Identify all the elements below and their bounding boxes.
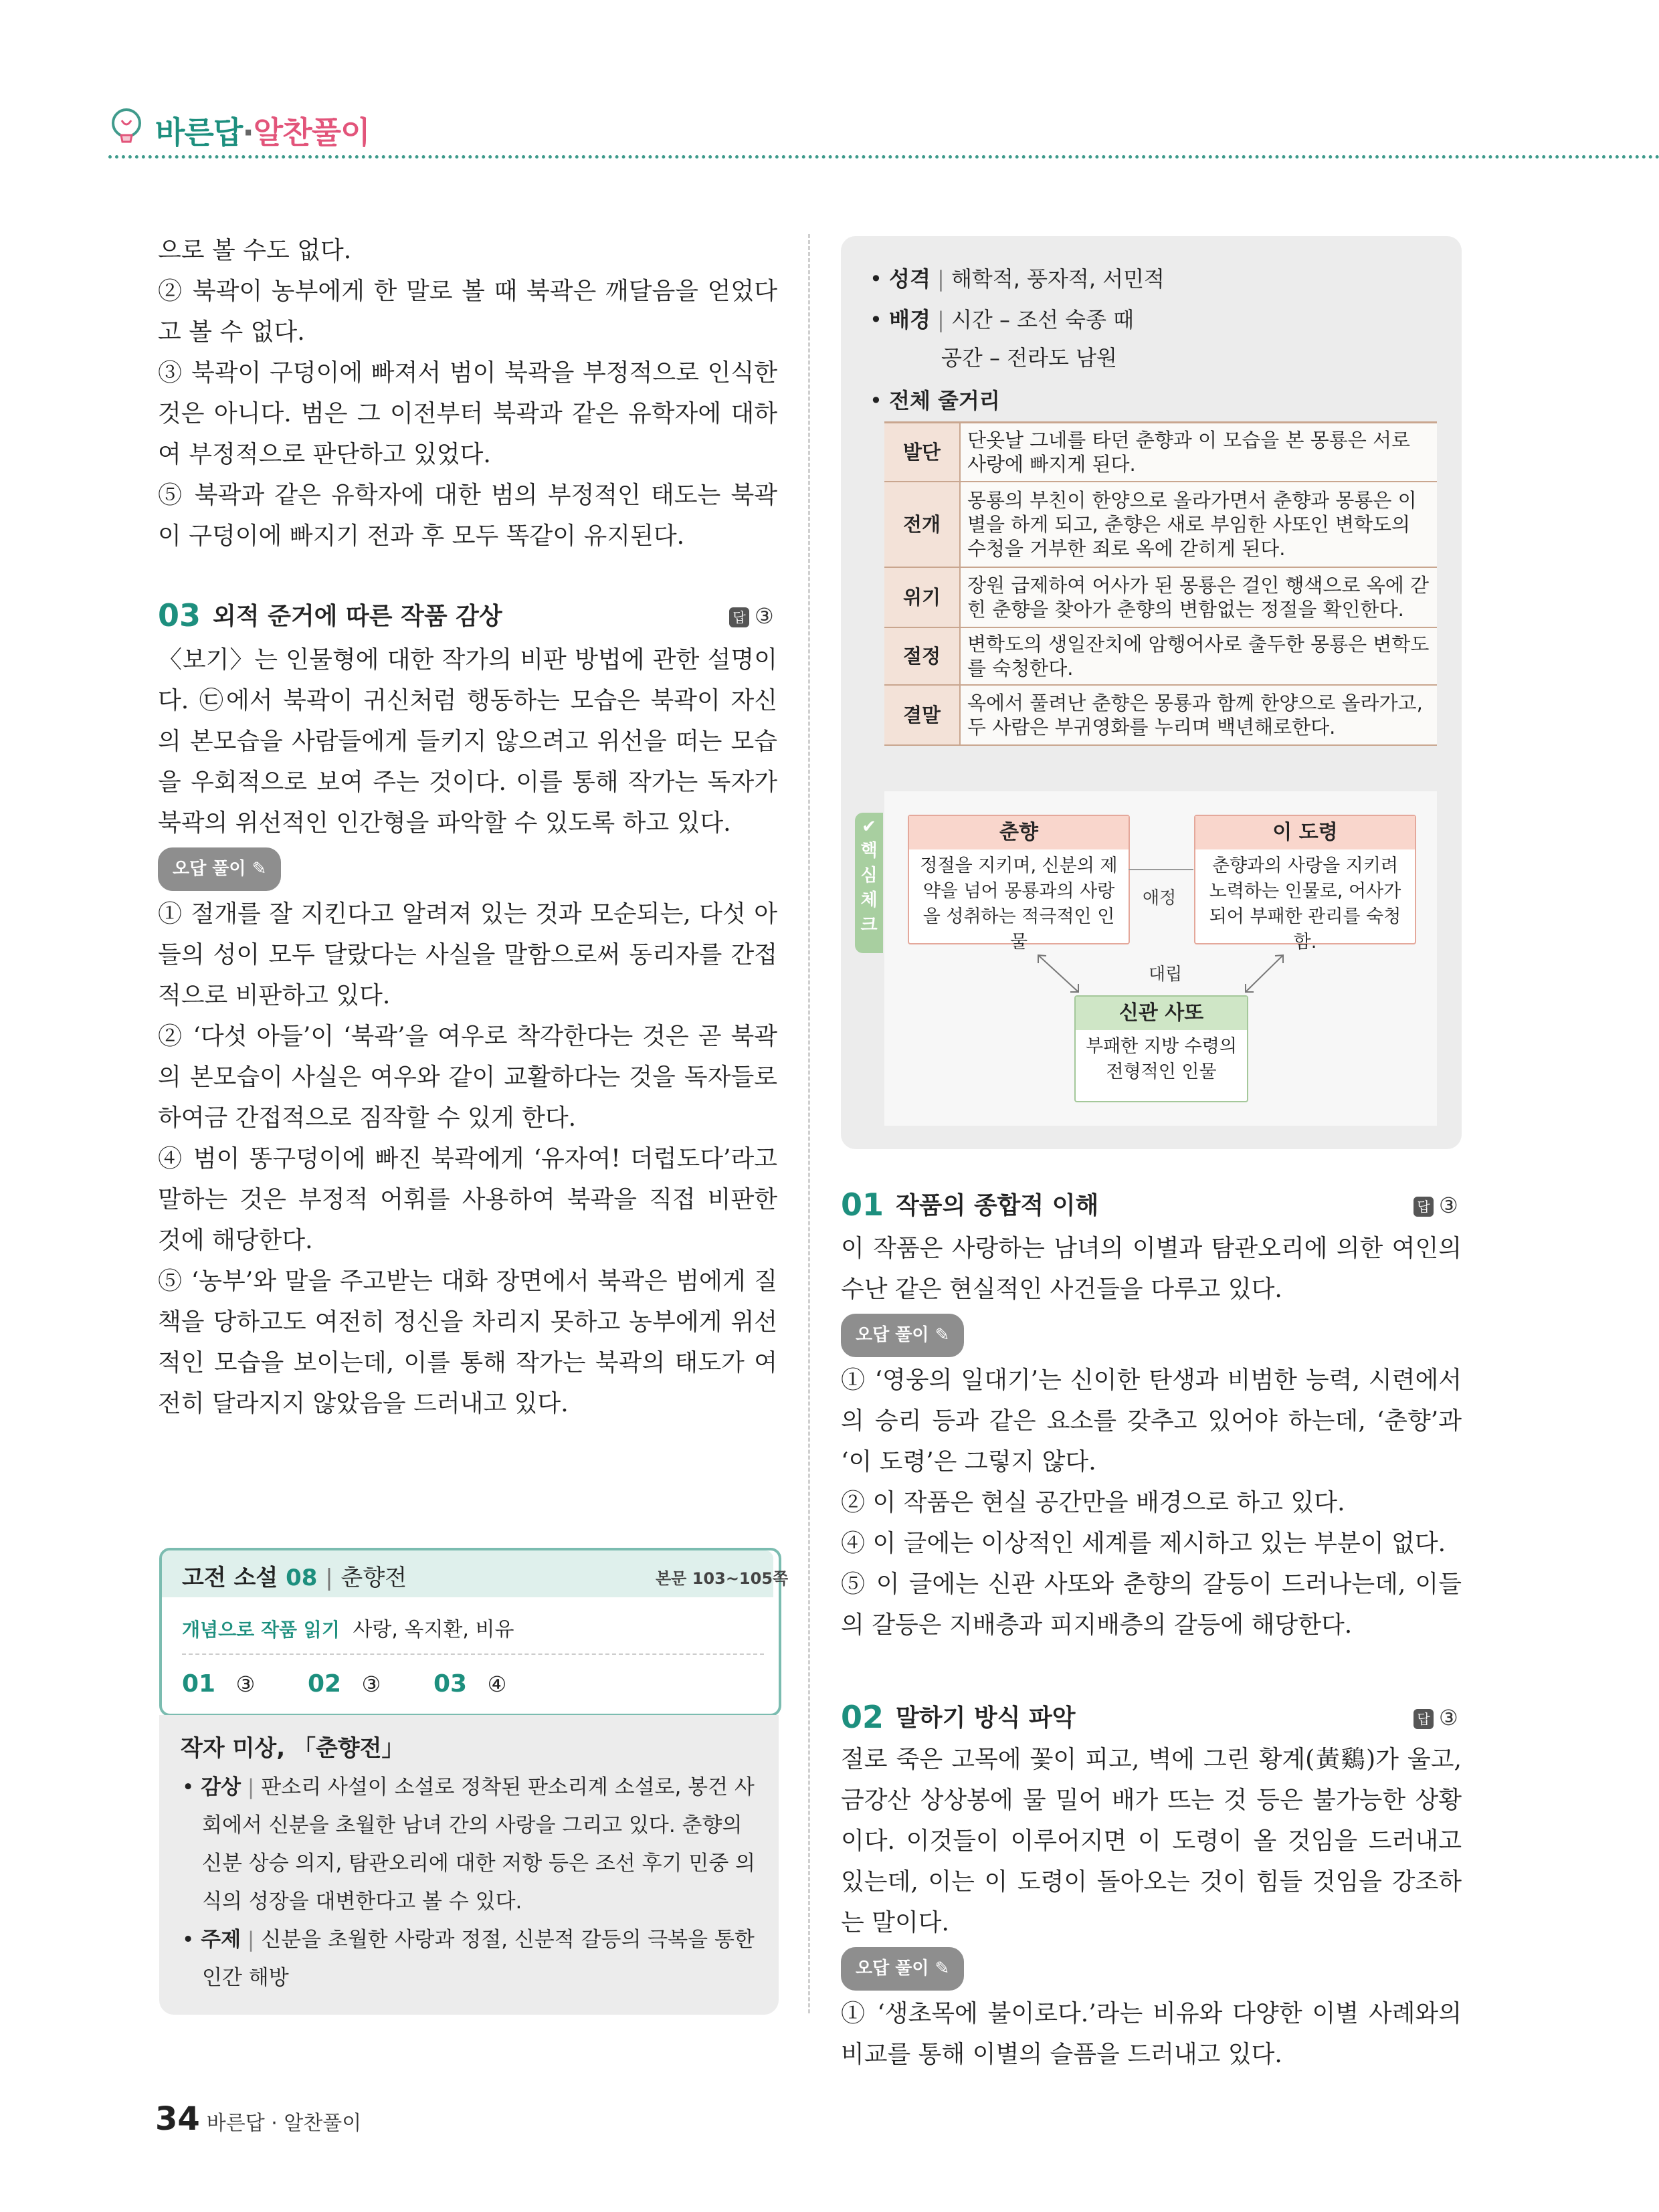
plot-row: 절정 변학도의 생일잔치에 암행어사로 출두한 몽룡은 변학도를 숙청한다. [884,627,1437,685]
core-check-tab: ✔ 핵 심 체 크 [855,813,883,953]
section-02-heading: 02 말하기 방식 파악 [841,1699,1076,1735]
header-dotted-rule [108,155,1659,159]
character-box-idoryeong: 이 도령 춘향과의 사랑을 지키려 노력하는 인물로, 어사가 되어 부패한 관리를 숙청함. [1194,815,1416,944]
text-title: 고전 소설 08 | 춘향전 [182,1565,407,1591]
section-01-answer: 답 ③ [1413,1193,1458,1218]
work-info-item: • 주제 | 신분을 초월한 사랑과 정절, 신분적 갈등의 극복을 통한 인간 해방 [182,1928,755,1990]
page-footer [155,2100,361,2138]
section-01-heading: 01 작품의 종합적 이해 [841,1187,1099,1223]
page-number: 34 [155,2100,200,2138]
relation-lines [884,791,1437,1126]
odap-badge: 오답 풀이 ✎ [841,1314,964,1357]
odap-badge: 오답 풀이 ✎ [158,847,281,891]
page-reference: 본문 103~105쪽 [656,1569,789,1588]
plot-row: 위기 장원 급제하여 어사가 된 몽룡은 걸인 행색으로 옥에 갇힌 춘향을 찾아가 춘향의 변함없는 정절을 확인한다. [884,567,1437,627]
lightbulb-icon [108,107,144,148]
character-row: • 성격 | 해학적, 풍자적, 서민적 [870,266,1165,292]
column-divider [808,234,810,2013]
concept-row: 개념으로 작품 읽기 사랑, 옥지환, 비유 [182,1618,514,1641]
work-info-title: 작자 미상, 「춘향전」 [181,1735,405,1762]
plot-row: 결말 옥에서 풀려난 춘향은 몽룡과 함께 한양으로 올라가고, 두 사람은 부귀영화를 누리며 백년해로한다. [884,685,1437,745]
plot-row: 전개 몽룡의 부친이 한양으로 올라가면서 춘향과 몽룡은 이별을 하게 되고, 춘향은 새로 부임한 사또인 변학도의 수청을 거부한 죄로 옥에 갇히게 된다. [884,482,1437,567]
work-info-item: • 감상 | 판소리 사설이 소설로 정착된 판소리계 소설로, 봉건 사회에서 신분을 초월한 남녀 간의 사랑을 그리고 있다. 춘향의 신분 상승 의지, 탐관오리에 대한 저항 등은 조선 후기 민중 의식의 성장을 대변한다고 볼 수 있다. [182,1775,756,1914]
section-03-body: 〈보기〉는 인물형에 대한 작가의 비판 방법에 관한 설명이다. ㉢에서 북곽이 귀신처럼 행동하는 모습은 북곽이 자신의 본모습을 사람들에게 들키지 않으려고 위선을 떠는 모습을 우회적으로 보여 주는 것이다. 이를 통해 작가는 독자가 북곽의 위선적인 인간형을 파악할 수 있도록 하고 있다. 오답 풀이 ✎ ① 절개를 잘 지킨다고 알려져 있는 것과 모순되는, 다섯 아들의 성이 모두 달랐다는 사실을 말함으로써 동리자를 간접적으로 비판하고 있다. ② ‘다섯 아들’이 ‘북곽’을 여우로 착각한다는 것은 곧 북곽의 본모습이 사실은 여우와 같이 교활하다는 것을 독자들로 하여금 간접적으로 짐작할 수 있게 한다. ④ 범이 똥구덩이에 빠진 북곽에게 ‘유자여! 더럽도다’라고 말하는 것은 부정적 어휘를 사용하여 북곽을 직접 비판한 것에 해당한다. ⑤ ‘농부’와 말을 주고받는 대화 장면에서 북곽은 범에게 질책을 당하고도 여전히 정신을 차리지 못하고 농부에게 위선적인 모습을 보이는데, 이를 통해 작가는 북곽의 태도가 여전히 달라지지 않았음을 드러내고 있다. [158,646,777,1417]
setting-place: 공간 – 전라도 남원 [941,345,1117,371]
odap-badge: 오답 풀이 ✎ [841,1947,964,1991]
page-header-title: 바른답·알찬풀이 [155,114,370,150]
plot-table [884,421,1437,746]
section-02-body: 절로 죽은 고목에 꽃이 피고, 벽에 그린 황계(黃鷄)가 울고, 금강산 상상봉에 물 밀어 배가 뜨는 것 등은 불가능한 상황이다. 이것들이 이루어지면 이 도령이 올 것임을 드러내고 있는데, 이는 이 도령이 돌아오는 것이 힘들 것임을 강조하는 말이다. 오답 풀이 ✎ ① ‘생초목에 불이로다.’라는 비유와 다양한 이별 사례와의 비교를 통해 이별의 슬픔을 드러내고 있다. [841,1746,1462,2068]
section-02-answer: 답 ③ [1413,1705,1458,1730]
section-03-answer: 답 ③ [729,603,774,629]
section-01-body: 이 작품은 사랑하는 남녀의 이별과 탐관오리에 의한 여인의 수난 같은 현실적인 사건들을 다루고 있다. 오답 풀이 ✎ ① ‘영웅의 일대기’는 신이한 탄생과 비범한 능력, 시련에서의 승리 등과 같은 요소를 갖추고 있어야 하는데, ‘춘향’과 ‘이 도령’은 그렇지 않다. ② 이 작품은 현실 공간만을 배경으로 하고 있다. ④ 이 글에는 이상적인 세계를 제시하고 있는 부분이 없다. ⑤ 이 글에는 신관 사또와 춘향의 갈등이 드러나는데, 이들의 갈등은 지배층과 피지배층의 갈등에 해당한다. [841,1235,1462,1639]
plot-label: • 전체 줄거리 [870,388,1000,413]
setting-row: • 배경 | 시간 – 조선 숙종 때 [870,307,1135,332]
footer-book-name: 바른답 · 알찬풀이 [206,2112,362,2135]
plot-row: 발단 단옷날 그네를 타던 춘향과 이 모습을 본 몽룡은 서로 사랑에 빠지게 된다. [884,423,1437,482]
answer-mark-icon: 답 [729,607,749,627]
character-box-chunhyang: 춘향 정절을 지키며, 신분의 제약을 넘어 몽룡과의 사랑을 성취하는 적극적인 인물 [908,815,1130,944]
textbox-divider [182,1653,764,1655]
relation-conflict-label: 대립 [1149,965,1183,985]
answer-mark-icon: 답 [1413,1709,1434,1729]
answer-mark-icon: 답 [1413,1197,1434,1217]
check-icon: ✔ [862,817,876,837]
character-box-sindo: 신관 사또 부패한 지방 수령의 전형적인 인물 [1074,995,1248,1102]
answer-row: 01 ③ 02 ③ 03 ④ [182,1670,507,1698]
relation-love-label: 애정 [1143,888,1177,908]
work-info-items [182,1769,757,1997]
section-03-heading: 03 외적 준거에 따른 작품 감상 [158,597,502,633]
left-top-explanation: 으로 볼 수도 없다. ② 북곽이 농부에게 한 말로 볼 때 북곽은 깨달음을 얻었다고 볼 수 없다. ③ 북곽이 구덩이에 빠져서 범이 북곽을 부정적으로 인식한 것은 아니다. 범은 그 이전부터 북곽과 같은 유학자에 대하여 부정적으로 판단하고 있었다. ⑤ 북곽과 같은 유학자에 대한 범의 부정적인 태도는 북곽이 구덩이에 빠지기 전과 후 모두 똑같이 유지된다. [158,237,777,550]
